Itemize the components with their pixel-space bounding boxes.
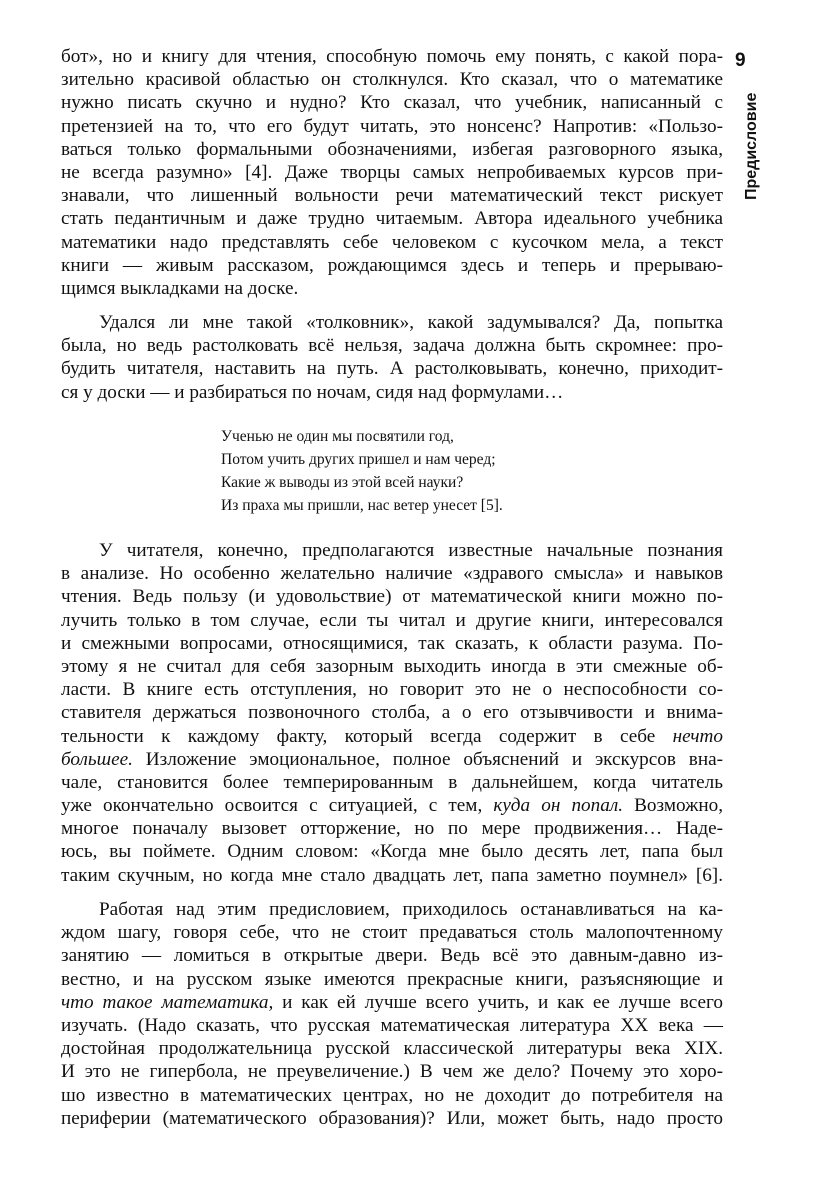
text-line: претензией на то, что его будут читать, это нонсенс? Напротив: «Пользо- bbox=[61, 115, 723, 137]
paragraph-3 bbox=[61, 539, 723, 887]
text-line: ваться только формальными обозначениями, избегая разговорного языка, bbox=[61, 138, 723, 160]
text-line bbox=[61, 748, 723, 771]
text-line: Удался ли мне такой «толковник», какой задумывался? Да, попытка bbox=[99, 312, 723, 333]
text-line: книги — живым рассказом, рождающимся здесь и теперь и прерываю- bbox=[61, 254, 723, 276]
text-line bbox=[61, 794, 723, 817]
poem-line: Потом учить других пришел и нам черед; bbox=[221, 451, 496, 468]
text-line: была, но ведь растолковать всё нельзя, задача должна быть скромнее: про- bbox=[61, 335, 723, 357]
text-line: изучать. (Надо сказать, что русская математическая литература XX века — bbox=[61, 1014, 723, 1036]
poem-line: Ученью не один мы посвятили год, bbox=[221, 428, 454, 445]
text-line: Работая над этим предисловием, приходилось останавливаться на ка- bbox=[99, 899, 723, 920]
text-line: этому я не считал для себя зазорным выходить иногда в эти смежные об- bbox=[61, 655, 723, 677]
running-head-label: Предисловие bbox=[743, 92, 760, 200]
paragraph-1 bbox=[61, 45, 723, 300]
text-line: в анализе. Но особенно желательно наличие «здравого смысла» и навыков bbox=[61, 563, 723, 585]
text-line: юсь, вы поймете. Одним словом: «Когда мне было десять лет, папа был bbox=[61, 841, 723, 863]
italic-run: что такое математика, bbox=[61, 991, 274, 1013]
text-line: достойная продолжательница русской классической литературы века XIX. bbox=[61, 1038, 723, 1060]
text-line: стать педантичным и даже трудно читаемым. Автора идеального учебника bbox=[61, 208, 723, 230]
text-line: бот», но и книгу для чтения, способную помочь ему понять, с какой пора- bbox=[61, 46, 723, 67]
text-line: периферии (математического образования)? Или, может быть, надо просто bbox=[61, 1107, 723, 1129]
paragraph-4 bbox=[61, 898, 723, 1130]
text-line: знавали, что лишенный вольности речи математический текст рискует bbox=[61, 185, 723, 207]
text-line: ласти. В книге есть отступления, но говорит это не о неспособности со- bbox=[61, 679, 723, 701]
text-line: щимся выкладками на доске. bbox=[61, 277, 299, 299]
text-line bbox=[61, 725, 723, 748]
text-run: Возможно, bbox=[623, 795, 724, 817]
text-run: Изложение эмоциональное, полное объяснений и экскурсов вна- bbox=[132, 748, 723, 770]
text-run: уже окончательно освоится с ситуацией, с тем, bbox=[61, 795, 494, 817]
italic-run: нечто bbox=[672, 725, 724, 747]
italic-run: куда он попал. bbox=[493, 795, 624, 817]
text-line: ждом шагу, говоря себе, что не стоит предаваться столь малопочтенному bbox=[61, 922, 723, 944]
text-line: вестно, и на русском языке имеются прекрасные книги, разъясняющие и bbox=[61, 968, 723, 990]
text-line: ставителя держаться позвоночного столба, а о его отзывчивости и внима- bbox=[61, 702, 723, 724]
text-line: шо известно в математических центрах, но не доходит до потребителя на bbox=[61, 1084, 723, 1106]
text-line: занятию — ломиться в открытые двери. Ведь всё это давным-давно из- bbox=[61, 945, 723, 967]
poem-line: Из праха мы пришли, нас ветер унесет [5]. bbox=[221, 497, 503, 514]
text-line: будить читателя, наставить на путь. А растолковывать, конечно, приходит- bbox=[61, 358, 723, 380]
text-line: чале, становится более темперированным в дальнейшем, когда читатель bbox=[61, 771, 723, 793]
text-line: ся у доски — и разбираться по ночам, сидя над формулами… bbox=[61, 381, 564, 403]
text-line bbox=[61, 991, 723, 1014]
poem-quote bbox=[221, 425, 641, 517]
text-line: таким скучным, но когда мне стало двадцать лет, папа заметно поумнел» [6]. bbox=[61, 864, 723, 886]
text-line: и смежными вопросами, относящимися, так сказать, к области разума. По- bbox=[61, 632, 723, 654]
text-run: тельности к каждому факту, который всегда содержит в себе bbox=[61, 725, 656, 747]
text-line: зительно красивой областью он столкнулся. Кто сказал, что о математике bbox=[61, 69, 723, 91]
text-line: чтения. Ведь пользу (и удовольствие) от математической книги можно по- bbox=[61, 586, 723, 608]
text-line: нужно писать скучно и нудно? Кто сказал, что учебник, написанный с bbox=[61, 92, 723, 114]
text-line: математики надо представлять себе человеком с кусочком мела, а текст bbox=[61, 231, 723, 253]
text-line: многое поначалу вызовет отторжение, но по мере продвижения… Наде- bbox=[61, 818, 723, 840]
text-line: лучить только в том случае, если ты читал и другие книги, интересовался bbox=[61, 609, 723, 631]
text-line: У читателя, конечно, предполагаются известные начальные познания bbox=[99, 540, 723, 561]
poem-line: Какие ж выводы из этой всей науки? bbox=[221, 474, 464, 491]
text-line: И это не гипербола, не преувеличение.) В чем же дело? Почему это хоро- bbox=[61, 1061, 723, 1083]
page-number: 9 bbox=[735, 50, 746, 71]
text-line: не всегда разумно» [4]. Даже творцы самых непробиваемых курсов при- bbox=[61, 161, 723, 183]
paragraph-2 bbox=[61, 311, 723, 404]
text-run: и как ей лучше всего учить, и как ее лучше всего bbox=[273, 991, 723, 1013]
italic-run: большее. bbox=[61, 748, 133, 770]
